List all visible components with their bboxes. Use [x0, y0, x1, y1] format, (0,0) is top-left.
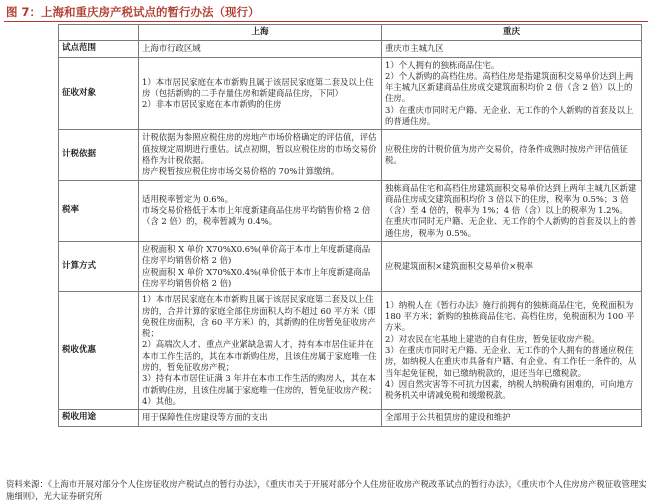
cell-shanghai — [139, 292, 382, 410]
cell-paragraph: 上海市行政区域 — [142, 43, 201, 54]
table-row — [59, 130, 642, 180]
cell-paragraph: 2）高端次人才、重点产业紧缺急需人才，持有本市居住证并在本市工作生活的，其在本市新购住房，且该住房属于家庭唯一住房的，暂免征收房产税； — [142, 339, 377, 373]
row-label: 计税依据 — [59, 130, 139, 180]
cell-paragraph: 独栋商品住宅和高档住房建筑面积交易单价达到上两年主城九区新建商品住房成交建筑面积均价 3 倍以下的住房，税率为 0.5%；3 倍（含）至 4 倍的，税率为 1%；4 倍（含）以上的税率为 1.2%。 — [385, 182, 637, 216]
cell-shanghai — [139, 130, 382, 180]
table-row — [59, 180, 642, 241]
cell-chongqing — [382, 180, 642, 241]
row-label: 计算方式 — [59, 242, 139, 292]
cell-chongqing — [382, 57, 642, 130]
cell-paragraph: 应税面积 X 单价 X70%X0.6%(单价高于本市上年度新建商品住房平均销售价格 2 倍) — [142, 244, 371, 266]
policy-comparison-table — [58, 24, 642, 427]
cell-paragraph: 市场交易价格低于本市上年度新建商品住房平均销售价格 2 倍（含 2 倍）的，税率暂减为 0.4%。 — [142, 205, 371, 227]
table-row — [59, 41, 642, 57]
header-chongqing: 重庆 — [382, 25, 642, 41]
cell-shanghai — [139, 41, 382, 57]
cell-chongqing — [382, 410, 642, 426]
cell-paragraph: 重庆市主城九区 — [385, 43, 444, 54]
cell-paragraph: 适用税率暂定为 0.6%。 — [142, 193, 233, 204]
cell-paragraph: 3）在重庆市同时无户籍、无企业、无工作的个人新购的首套及以上的普通住房。 — [385, 104, 634, 127]
cell-paragraph: 2）对农民在宅基地上建造的自有住房，暂免征收房产税。 — [385, 333, 600, 344]
cell-paragraph: 1）纳税人在《暂行办法》施行前拥有的独栋商品住宅，免税面积为 180 平方米；新购的独栋商品住宅、高档住房，免税面积为 100 平方米。 — [385, 299, 635, 333]
cell-chongqing — [382, 292, 642, 410]
table-header-row — [59, 25, 642, 41]
cell-paragraph: 应税住房的计税价值为房产交易价，待条件成熟时按房产评估值征税。 — [385, 143, 628, 165]
cell-chongqing — [382, 130, 642, 180]
row-label: 税收用途 — [59, 410, 139, 426]
cell-paragraph: 4）其他。 — [142, 395, 181, 406]
cell-paragraph: 房产税暂按应税住房市场交易价格的 70%计算缴纳。 — [142, 166, 340, 177]
row-label: 税收优惠 — [59, 292, 139, 410]
cell-paragraph: 3）持有本市居住证满 3 年并在本市工作生活的购房人，其在本市新购住房，且该住房属于家庭唯一住房的，暂免征收房产税； — [142, 373, 377, 395]
cell-paragraph: 1）个人拥有的独栋商品住宅。 — [385, 59, 500, 70]
cell-chongqing — [382, 41, 642, 57]
cell-shanghai — [139, 410, 382, 426]
cell-shanghai — [139, 242, 382, 292]
row-label: 税率 — [59, 180, 139, 241]
table-row — [59, 410, 642, 426]
source-note: 资料来源：《上海市开展对部分个人住房征收房产税试点的暂行办法》，《重庆市关于开展对部分个人住房征收房产税改革试点的暂行办法》，《重庆市个人住房房产税征收管理实施细则》，光大证券研究所 — [6, 479, 647, 501]
cell-paragraph: 计税依据为参照应税住房的房地产市场价格确定的评估值，评估值按规定周期进行重估。试点初期，暂以应税住房的市场交易价格作为计税依据。 — [142, 132, 377, 165]
cell-chongqing — [382, 242, 642, 292]
cell-paragraph: 1）本市居民家庭在本市新购且属于该居民家庭第二套及以上住房（包括新购的二手存量住房和新建商品住房，下同） — [142, 76, 374, 98]
table-row — [59, 242, 642, 292]
cell-paragraph: 应税建筑面积×建筑面积交易单价×税率 — [385, 260, 534, 271]
header-shanghai: 上海 — [139, 25, 382, 41]
cell-paragraph: 用于保障性住房建设等方面的支出 — [142, 412, 268, 423]
cell-paragraph: 2）非本市居民家庭在本市新购的住房 — [142, 99, 282, 110]
figure-title: 图 7：上海和重庆房产税试点的暂行办法（现行） — [6, 5, 260, 19]
cell-shanghai — [139, 57, 382, 130]
table-row — [59, 57, 642, 130]
cell-paragraph: 2）个人新购的高档住房。高档住房是指建筑面积交易单价达到上两年主城九区新建商品住房成交建筑面积均价 2 倍（含 2 倍）以上的住房。 — [385, 70, 634, 104]
row-label: 征收对象 — [59, 57, 139, 130]
cell-paragraph: 全部用于公共租赁房的建设和维护 — [385, 412, 511, 423]
cell-paragraph: 应税面积 X 单价 X70%X0.4%(单价低于本市上年度新建商品住房平均销售价格 2 倍) — [142, 266, 371, 288]
table-body — [59, 41, 642, 426]
table-row — [59, 292, 642, 410]
header-blank — [59, 25, 139, 41]
cell-shanghai — [139, 180, 382, 241]
cell-paragraph: 在重庆市同时无户籍、无企业、无工作的个人新购的首套及以上的普通住房，税率为 0.5%。 — [385, 216, 637, 238]
title-rule — [4, 21, 648, 22]
cell-paragraph: 4）因自然灾害等不可抗力因素，纳税人纳税确有困难的，可向地方税务机关申请减免税和缓缴税款。 — [385, 378, 634, 401]
row-label: 试点范围 — [59, 41, 139, 57]
cell-paragraph: 3）在重庆市同时无户籍、无企业、无工作的个人拥有的普通应税住房，如纳税人在重庆市具备有户籍、有企业、有工作任一条件的，从当年起免征税，如已缴纳税款的，退还当年已缴税款。 — [385, 345, 637, 378]
cell-paragraph: 1）本市居民家庭在本市新购且属于该居民家庭第二套及以上住房的，合并计算的家庭全部住房面积人均不超过 60 平方米（即免税住房面积，含 60 平方米）的，其新购的住房暂免征收房产税； — [142, 294, 376, 339]
